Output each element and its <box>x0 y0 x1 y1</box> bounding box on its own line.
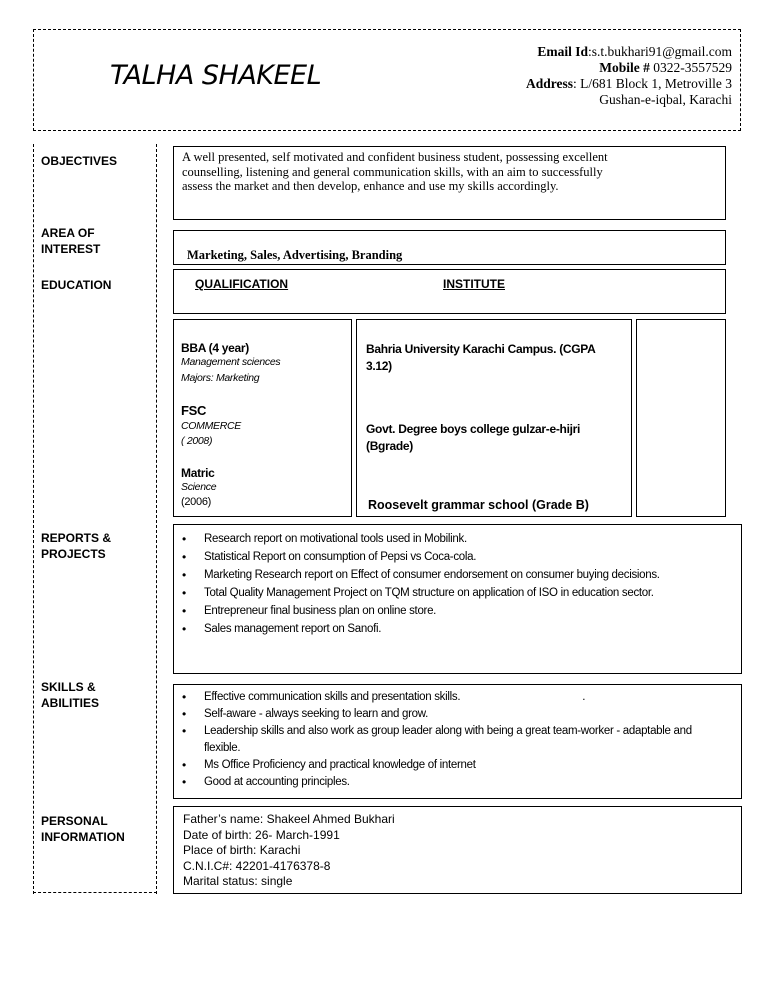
section-label-line: AREA OF <box>41 226 95 240</box>
section-skills-abilities <box>41 679 99 711</box>
cnic-number: C.N.I.C#: 42201-4176378-8 <box>183 858 331 873</box>
bba-major: Majors: Marketing <box>181 372 260 384</box>
matric-title: Matric <box>181 466 215 480</box>
objectives-line: counselling, listening and general communication skills, with an aim to successfully <box>182 164 603 179</box>
extra-box <box>636 319 726 517</box>
section-personal-information <box>41 813 125 845</box>
email-value: :s.t.bukhari91@gmail.com <box>587 44 732 59</box>
section-education: EDUCATION <box>41 278 112 292</box>
personal-box <box>173 806 742 894</box>
address-line1: : L/681 Block 1, Metroville 3 <box>573 76 732 91</box>
qualification-header: QUALIFICATION <box>195 277 289 291</box>
institute-header: INSTITUTE <box>443 277 505 291</box>
section-label-line: INTEREST <box>41 242 101 256</box>
sidebar-bottom-border <box>33 892 157 893</box>
place-of-birth: Place of birth: Karachi <box>183 843 301 857</box>
address-line <box>526 76 732 92</box>
skills-list <box>174 689 741 791</box>
reports-box <box>173 524 742 674</box>
list-item: • Sales management report on Sanofi. <box>174 620 741 638</box>
bba-title: BBA (4 year) <box>181 341 249 355</box>
mobile-line <box>526 60 732 76</box>
interest-text: Marketing, Sales, Advertising, Branding <box>187 248 403 262</box>
contact-block <box>526 44 732 108</box>
section-reports-projects <box>41 530 111 562</box>
institute-bahria <box>366 341 595 375</box>
candidate-name: TALHA SHAKEEL <box>110 60 322 91</box>
list-item <box>174 689 741 706</box>
address-line2: Gushan-e-iqbal, Karachi <box>599 92 732 107</box>
list-item: • Good at accounting principles. <box>174 774 741 791</box>
matric-year: (2006) <box>181 496 211 508</box>
skill-text: Effective communication skills and presentation skills. <box>204 691 461 703</box>
skill-trailing-dot: . <box>582 691 586 703</box>
mobile-value: 0322-3557529 <box>649 60 732 75</box>
list-item: • Ms Office Proficiency and practical knowledge of internet <box>174 757 741 774</box>
email-line <box>526 44 732 60</box>
institute-line: 3.12) <box>366 359 392 373</box>
section-label-line: REPORTS & <box>41 531 112 545</box>
list-item: • Self-aware - always seeking to learn and grow. <box>174 706 741 723</box>
section-label-line: SKILLS & <box>41 680 96 694</box>
education-header-box <box>173 269 726 314</box>
institute-govt-college <box>366 421 580 455</box>
institute-roosevelt: Roosevelt grammar school (Grade B) <box>368 498 589 512</box>
fsc-subtitle: COMMERCE <box>181 420 242 432</box>
objectives-line: A well presented, self motivated and confident business student, possessing excellent <box>182 150 608 164</box>
institute-line: (Bgrade) <box>366 439 413 453</box>
skill-text: • Leadership skills and also work as group leader along with being a great team-worker - adaptable and <box>204 725 692 737</box>
section-label-line: PROJECTS <box>41 547 106 561</box>
list-item <box>174 723 741 757</box>
section-area-of-interest <box>41 225 100 257</box>
reports-list <box>174 530 741 638</box>
fsc-title: FSC <box>181 403 207 418</box>
mobile-label: Mobile # <box>599 60 650 75</box>
skills-box <box>173 684 742 799</box>
list-item: • Research report on motivational tools used in Mobilink. <box>174 530 741 548</box>
list-item: • Marketing Research report on Effect of consumer endorsement on consumer buying decisions. <box>174 566 741 584</box>
section-label-line: ABILITIES <box>41 696 100 710</box>
section-label-line: PERSONAL <box>41 814 108 828</box>
objectives-box <box>173 146 726 220</box>
date-of-birth: Date of birth: 26- March-1991 <box>183 827 340 842</box>
interest-box <box>173 230 726 265</box>
institute-line: Bahria University Karachi Campus. (CGPA <box>366 342 596 356</box>
list-item: • Entrepreneur final business plan on online store. <box>174 602 741 620</box>
list-item: • Total Quality Management Project on TQM structure on application of ISO in education sector. <box>174 584 741 602</box>
skill-text: flexible. <box>204 742 241 754</box>
matric-subtitle: Science <box>181 481 217 493</box>
father-name: Father’s name: Shakeel Ahmed Bukhari <box>183 812 395 826</box>
email-label: Email Id <box>537 44 588 59</box>
section-label-line: INFORMATION <box>41 830 125 844</box>
institute-line: Govt. Degree boys college gulzar-e-hijri <box>366 422 581 436</box>
list-item: • Statistical Report on consumption of Pepsi vs Coca-cola. <box>174 548 741 566</box>
bba-subtitle: Management sciences <box>181 356 281 368</box>
objectives-line: assess the market and then develop, enhance and use my skills accordingly. <box>182 179 559 193</box>
address-label: Address <box>526 76 574 91</box>
fsc-year: ( 2008) <box>181 435 213 447</box>
section-objectives: OBJECTIVES <box>41 154 118 168</box>
marital-status: Marital status: single <box>183 874 293 888</box>
